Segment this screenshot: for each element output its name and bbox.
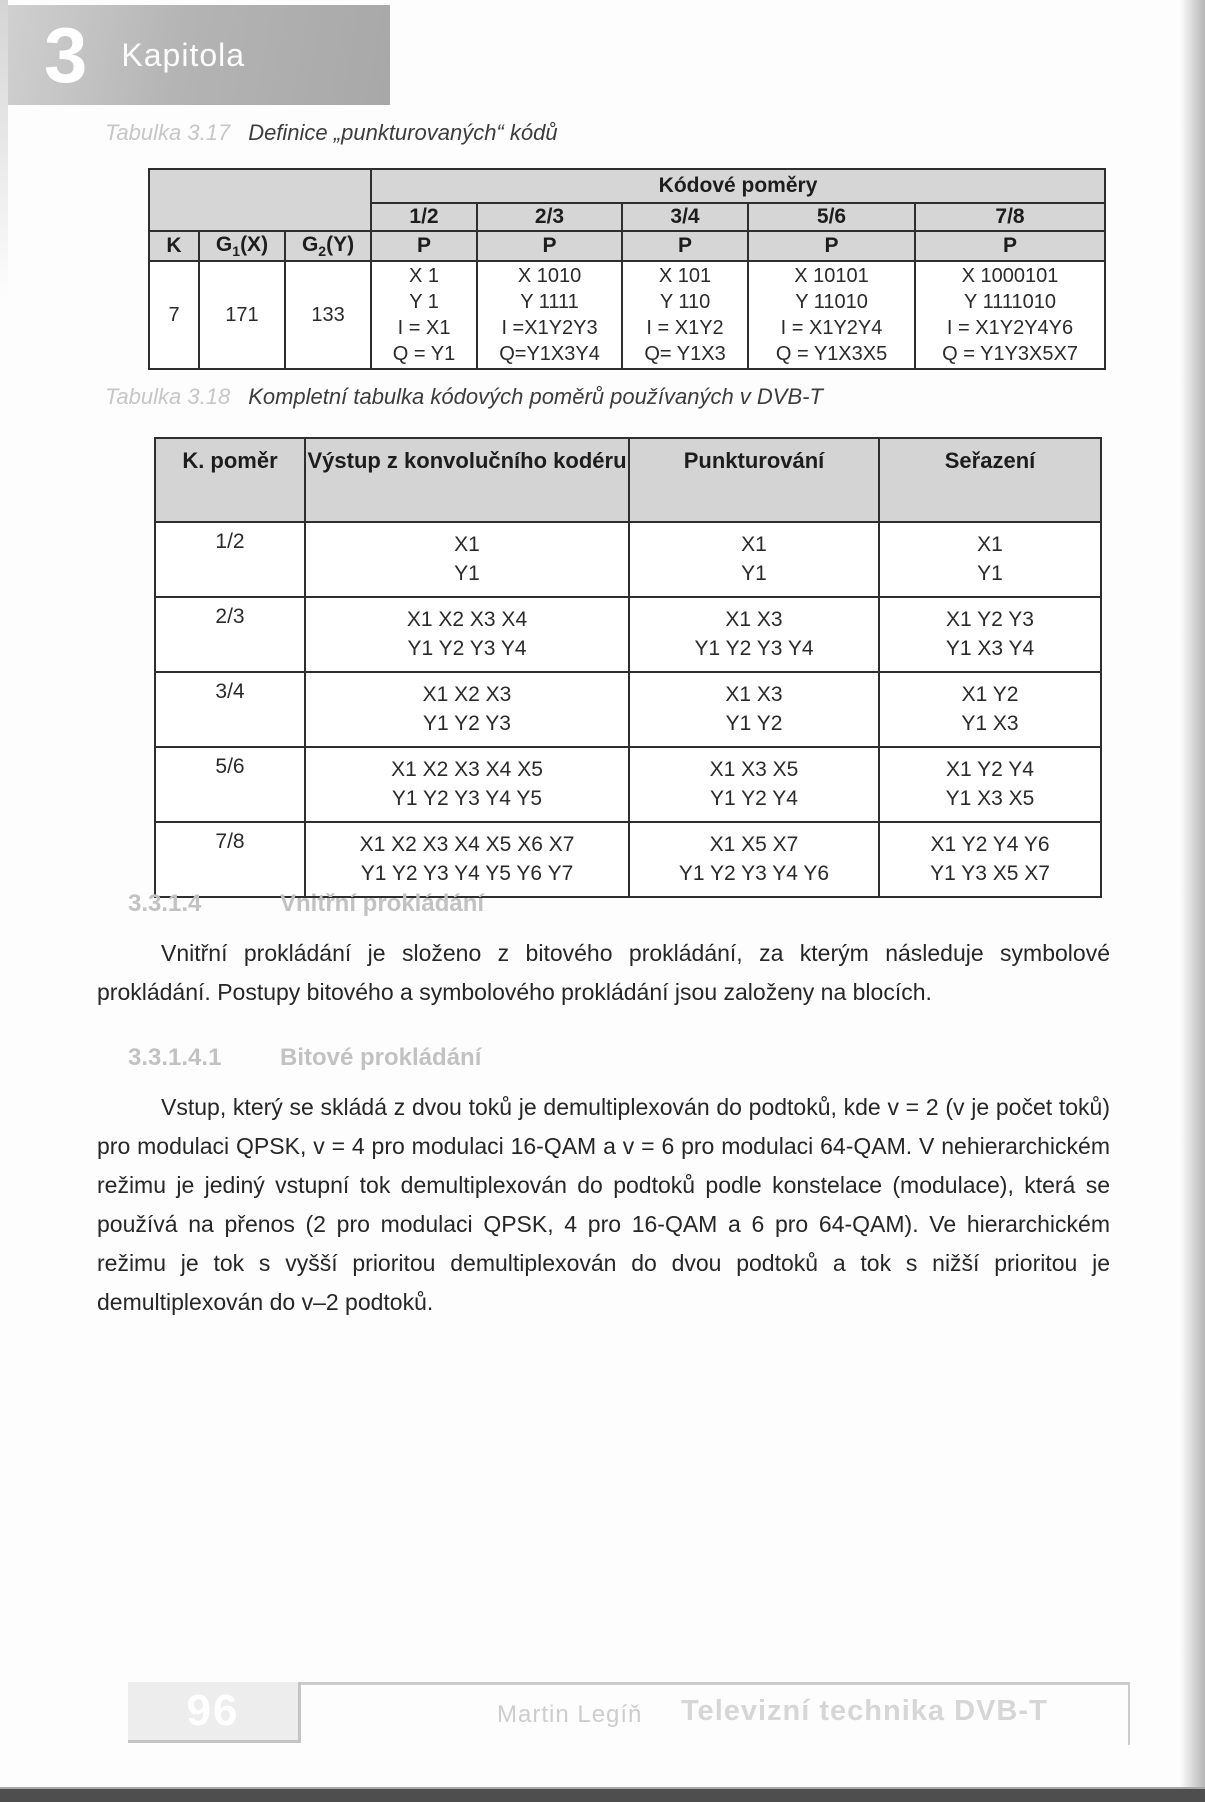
table1-ratio-header: 5/6 xyxy=(748,203,915,231)
code-line: X 1000101 xyxy=(961,265,1059,287)
code-line: X1 X3 xyxy=(725,683,783,706)
table-row xyxy=(155,747,1101,822)
code-line: Q = Y1Y3X5X7 xyxy=(942,343,1078,365)
caption-text: Definice „punkturovaných“ kódů xyxy=(248,120,558,145)
table2-header-puncturing: Punkturování xyxy=(629,438,879,522)
table2-header-ordering: Seřazení xyxy=(879,438,1101,522)
puncturing-cell xyxy=(629,747,879,822)
code-ratios-table xyxy=(154,437,1102,898)
puncturing-cell xyxy=(629,672,879,747)
code-line: Y1 Y2 Y3 Y4 xyxy=(694,637,814,660)
code-line: Y1 X3 X5 xyxy=(945,787,1035,810)
table1-empty-corner-cell xyxy=(149,169,371,231)
table1-ratio-header: 2/3 xyxy=(477,203,622,231)
puncturing-cell xyxy=(629,522,879,597)
code-line: X1 xyxy=(977,533,1003,556)
code-line: X 1 xyxy=(409,265,440,287)
table-row xyxy=(155,822,1101,897)
table1-g1-value: 171 xyxy=(199,261,285,369)
g1-arg: (X) xyxy=(240,232,269,256)
chapter-banner xyxy=(8,5,390,105)
ratio-cell: 7/8 xyxy=(155,822,305,897)
code-line: Y1 X3 Y4 xyxy=(945,637,1035,660)
ordering-cell xyxy=(879,672,1101,747)
caption-text: Kompletní tabulka kódových poměrů používaných v DVB-T xyxy=(248,384,823,409)
code-line: X1 Y2 Y4 Y6 xyxy=(930,833,1050,856)
code-line: X 101 xyxy=(658,265,712,287)
code-line: X1 xyxy=(741,533,767,556)
page-number-box xyxy=(128,1682,301,1743)
table1-cell-1-2 xyxy=(371,261,477,369)
table1-col-header-g1 xyxy=(199,231,285,261)
table1-ratio-header: 3/4 xyxy=(622,203,748,231)
code-line: Y1 Y2 Y3 Y4 Y5 xyxy=(391,787,543,810)
code-line: Q=Y1X3Y4 xyxy=(499,343,600,365)
table1-ratio-header: 1/2 xyxy=(371,203,477,231)
scan-right-shadow xyxy=(1180,0,1205,1788)
code-line: X1 xyxy=(454,533,480,556)
table2-header-output: Výstup z konvolučního kodéru xyxy=(305,438,629,522)
scan-left-edge xyxy=(0,0,8,300)
code-line: X1 X2 X3 X4 xyxy=(406,608,528,631)
footer-bar xyxy=(301,1682,1130,1745)
table-row xyxy=(155,672,1101,747)
table2-header-ratio: K. poměr xyxy=(155,438,305,522)
code-line: X 1010 xyxy=(517,265,582,287)
table1-cell-5-6 xyxy=(748,261,915,369)
code-line: I = X1 xyxy=(397,317,451,339)
table1-col-header-p: P xyxy=(748,231,915,261)
puncturing-cell xyxy=(629,822,879,897)
code-line: Y 1111 xyxy=(520,291,579,313)
scan-bottom-edge xyxy=(0,1787,1205,1802)
g1-sub: 1 xyxy=(232,243,241,260)
code-line: X1 Y2 Y4 xyxy=(946,758,1034,781)
puncturing-cell xyxy=(629,597,879,672)
g1-base: G xyxy=(215,232,233,256)
ratio-cell: 5/6 xyxy=(155,747,305,822)
code-line: I = X1Y2Y4 xyxy=(780,317,883,339)
footer-author: Martin Legíň xyxy=(497,1701,643,1728)
table1-col-header-k: K xyxy=(149,231,199,261)
section-title: Vnitřní prokládání xyxy=(280,890,485,917)
table-caption-3-18 xyxy=(105,384,823,410)
code-line: Y1 Y2 Y3 Y4 Y6 xyxy=(678,862,830,885)
chapter-number: 3 xyxy=(44,11,88,99)
table1-ratio-header: 7/8 xyxy=(915,203,1105,231)
code-line: X1 X2 X3 X4 X5 xyxy=(391,758,543,781)
table-row xyxy=(155,597,1101,672)
code-line: Y 1111010 xyxy=(964,291,1056,313)
g2-arg: (Y) xyxy=(326,232,355,256)
code-line: Y1 X3 xyxy=(961,712,1019,735)
ordering-cell xyxy=(879,597,1101,672)
table1-col-header-p: P xyxy=(622,231,748,261)
code-line: Q = Y1 xyxy=(392,343,456,365)
code-line: X1 X5 X7 xyxy=(709,833,799,856)
table-caption-3-17 xyxy=(105,120,558,146)
code-line: Q= Y1X3 xyxy=(644,343,726,365)
section-number: 3.3.1.4.1 xyxy=(128,1044,222,1071)
code-line: I = X1Y2Y4Y6 xyxy=(946,317,1074,339)
table1-k-value: 7 xyxy=(149,261,199,369)
g2-base: G xyxy=(301,232,319,256)
output-cell xyxy=(305,522,629,597)
code-line: Y1 Y2 Y4 xyxy=(710,787,798,810)
caption-label: Tabulka 3.17 xyxy=(105,120,231,145)
g2-sub: 2 xyxy=(318,243,327,260)
code-line: Y1 Y3 X5 X7 xyxy=(930,862,1050,885)
code-line: I = X1Y2 xyxy=(646,317,724,339)
table1-group-header: Kódové poměry xyxy=(371,169,1105,203)
code-line: X1 X2 X3 X4 X5 X6 X7 xyxy=(359,833,575,856)
section-title: Bitové prokládání xyxy=(280,1044,482,1071)
ratio-cell: 1/2 xyxy=(155,522,305,597)
table1-cell-3-4 xyxy=(622,261,748,369)
ratio-cell: 3/4 xyxy=(155,672,305,747)
code-line: X1 Y2 xyxy=(961,683,1019,706)
code-line: Y1 Y2 Y3 Y4 xyxy=(407,637,527,660)
code-line: X1 X2 X3 xyxy=(422,683,512,706)
code-line: Y1 xyxy=(741,562,767,585)
table-row xyxy=(155,522,1101,597)
section-heading-3-3-1-4-1 xyxy=(128,1044,481,1072)
output-cell xyxy=(305,822,629,897)
code-line: Y 110 xyxy=(659,291,711,313)
code-line: Y1 Y2 Y3 xyxy=(423,712,511,735)
section-number: 3.3.1.4 xyxy=(128,890,202,917)
code-line: Y 1 xyxy=(409,291,439,313)
code-line: X 10101 xyxy=(794,265,869,287)
chapter-label: Kapitola xyxy=(121,36,246,73)
table1-g2-value: 133 xyxy=(285,261,371,369)
ratio-cell: 2/3 xyxy=(155,597,305,672)
ordering-cell xyxy=(879,747,1101,822)
code-line: Y1 xyxy=(454,562,480,585)
paragraph-bit-interleaving: Vstup, který se skládá z dvou toků je demultiplexován do podtoků, kde v = 2 (v je počet toků) pro modulaci QPSK, v = 4 pro modulaci 16-QAM a v = 6 pro modulaci 64-QAM. V nehierarchickém režimu je jediný vstupní tok demultiplexován do podtoků podle konstelace (modulace), která se používá na přenos (2 pro modulaci QPSK, 4 pro 16-QAM a 6 pro 64-QAM). Ve hierarchickém režimu je tok s vyšší prioritou demultiplexován do dvou podtoků a tok s nižší prioritou je demultiplexován do v–2 podtoků. xyxy=(97,1094,1110,1315)
ordering-cell xyxy=(879,522,1101,597)
table1-col-header-p: P xyxy=(371,231,477,261)
code-line: Y1 xyxy=(977,562,1003,585)
footer-book-title: Televizní technika DVB-T xyxy=(681,1695,1048,1727)
code-line: Y 11010 xyxy=(795,291,868,313)
table1-col-header-g2 xyxy=(285,231,371,261)
table1-cell-7-8 xyxy=(915,261,1105,369)
code-line: I =X1Y2Y3 xyxy=(501,317,598,339)
punctured-codes-table xyxy=(148,168,1106,370)
code-line: X1 X3 xyxy=(725,608,783,631)
output-cell xyxy=(305,672,629,747)
output-cell xyxy=(305,747,629,822)
ordering-cell xyxy=(879,822,1101,897)
paragraph-inner-interleaving: Vnitřní prokládání je složeno z bitového prokládání, za kterým následuje symbolové prokládání. Postupy bitového a symbolového prokládání jsou založeny na blocích. xyxy=(97,940,1110,1005)
table1-col-header-p: P xyxy=(477,231,622,261)
table1-cell-2-3 xyxy=(477,261,622,369)
code-line: Y1 Y2 Y3 Y4 Y5 Y6 Y7 xyxy=(360,862,574,885)
code-line: Q = Y1X3X5 xyxy=(775,343,888,365)
output-cell xyxy=(305,597,629,672)
table1-col-header-p: P xyxy=(915,231,1105,261)
caption-label: Tabulka 3.18 xyxy=(105,384,231,409)
code-line: Y1 Y2 xyxy=(725,712,783,735)
code-line: X1 Y2 Y3 xyxy=(946,608,1034,631)
section-heading-3-3-1-4 xyxy=(128,890,484,918)
page-number: 96 xyxy=(186,1686,240,1735)
code-line: X1 X3 X5 xyxy=(709,758,799,781)
